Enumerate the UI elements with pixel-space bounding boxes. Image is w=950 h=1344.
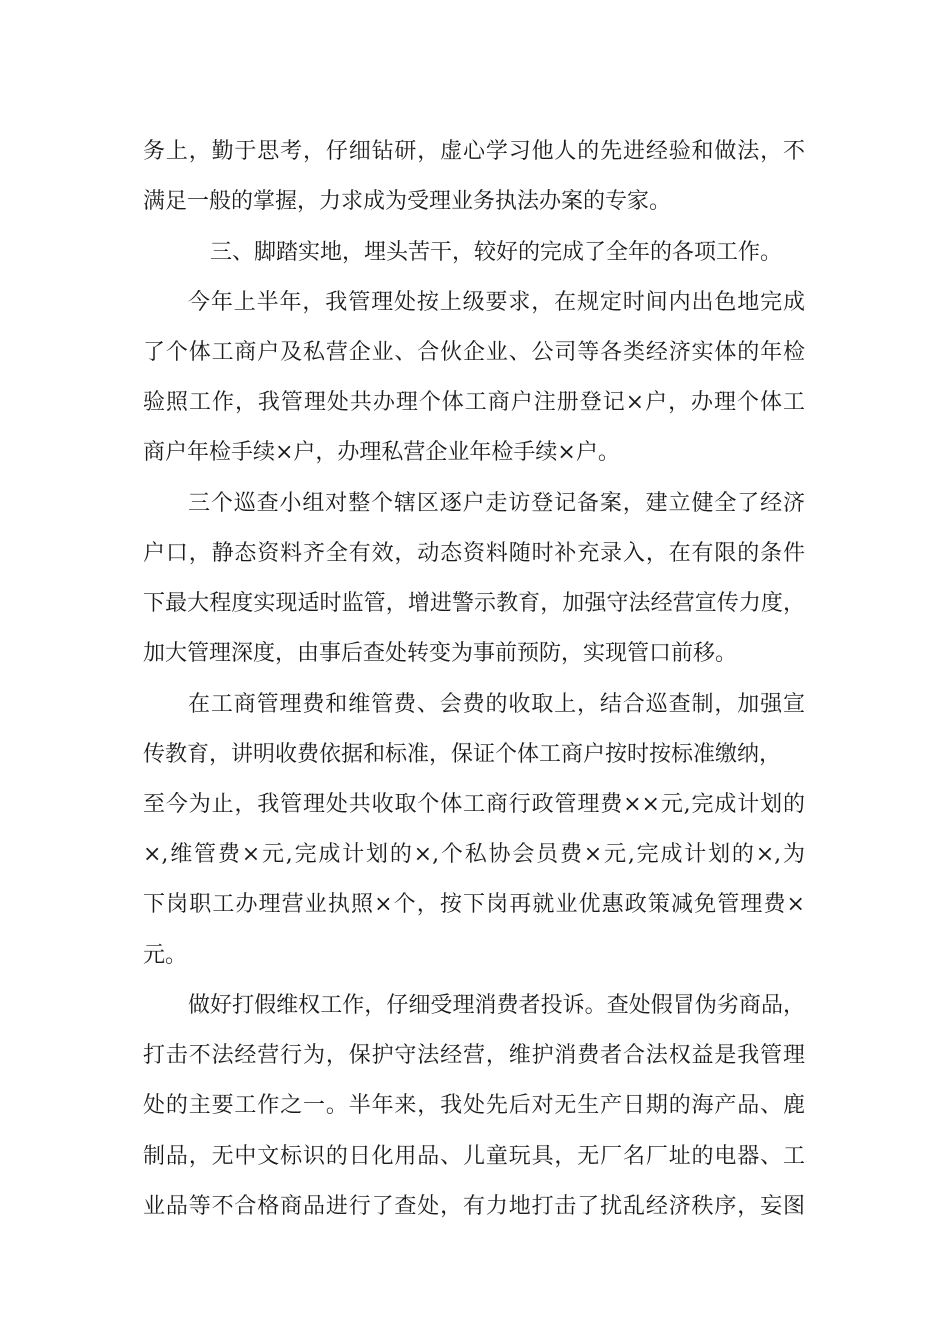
paragraph-line: 下岗职工办理营业执照×个，按下岗再就业优惠政策减免管理费×: [143, 892, 805, 917]
section-heading: 三、脚踏实地，埋头苦干，较好的完成了全年的各项工作。: [210, 240, 783, 265]
paragraph-line: 业品等不合格商品进行了查处，有力地打击了扰乱经济秩序，妄图: [143, 1194, 805, 1219]
paragraph-line: ×,维管费×元,完成计划的×,个私协会员费×元,完成计划的×,为: [143, 842, 805, 867]
paragraph-line: 户口，静态资料齐全有效，动态资料随时补充录入，在有限的条件: [143, 541, 805, 566]
paragraph-line: 做好打假维权工作，仔细受理消费者投诉。查处假冒伪劣商品，: [188, 993, 805, 1018]
paragraph-line: 务上，勤于思考，仔细钻研，虚心学习他人的先进经验和做法，不: [143, 139, 805, 164]
paragraph-line: 打击不法经营行为，保护守法经营，维护消费者合法权益是我管理: [143, 1043, 805, 1068]
paragraph-line: 今年上半年，我管理处按上级要求，在规定时间内出色地完成: [188, 290, 805, 315]
paragraph-line: 满足一般的掌握，力求成为受理业务执法办案的专家。: [143, 189, 672, 214]
paragraph-line: 商户年检手续×户，办理私营企业年检手续×户。: [143, 440, 620, 465]
paragraph-line: 元。: [143, 943, 188, 968]
paragraph-line: 处的主要工作之一。半年来，我处先后对无生产日期的海产品、鹿: [143, 1093, 805, 1118]
paragraph-line: 制品，无中文标识的日化用品、儿童玩具，无厂名厂址的电器、工: [143, 1144, 805, 1169]
paragraph-line: 验照工作，我管理处共办理个体工商户注册登记×户，办理个体工: [143, 390, 805, 415]
paragraph-line: 加大管理深度，由事后查处转变为事前预防，实现管口前移。: [143, 641, 738, 666]
paragraph-line: 在工商管理费和维管费、会费的收取上，结合巡查制，加强宣: [188, 692, 805, 717]
paragraph-line: 至今为止，我管理处共收取个体工商行政管理费××元,完成计划的: [143, 792, 805, 817]
paragraph-line: 了个体工商户及私营企业、合伙企业、公司等各类经济实体的年检: [143, 340, 805, 365]
paragraph-line: 下最大程度实现适时监管，增进警示教育，加强守法经营宣传力度，: [143, 591, 805, 616]
paragraph-line: 传教育，讲明收费依据和标准，保证个体工商户按时按标准缴纳，: [143, 742, 782, 767]
paragraph-line: 三个巡查小组对整个辖区逐户走访登记备案，建立健全了经济: [188, 491, 805, 516]
